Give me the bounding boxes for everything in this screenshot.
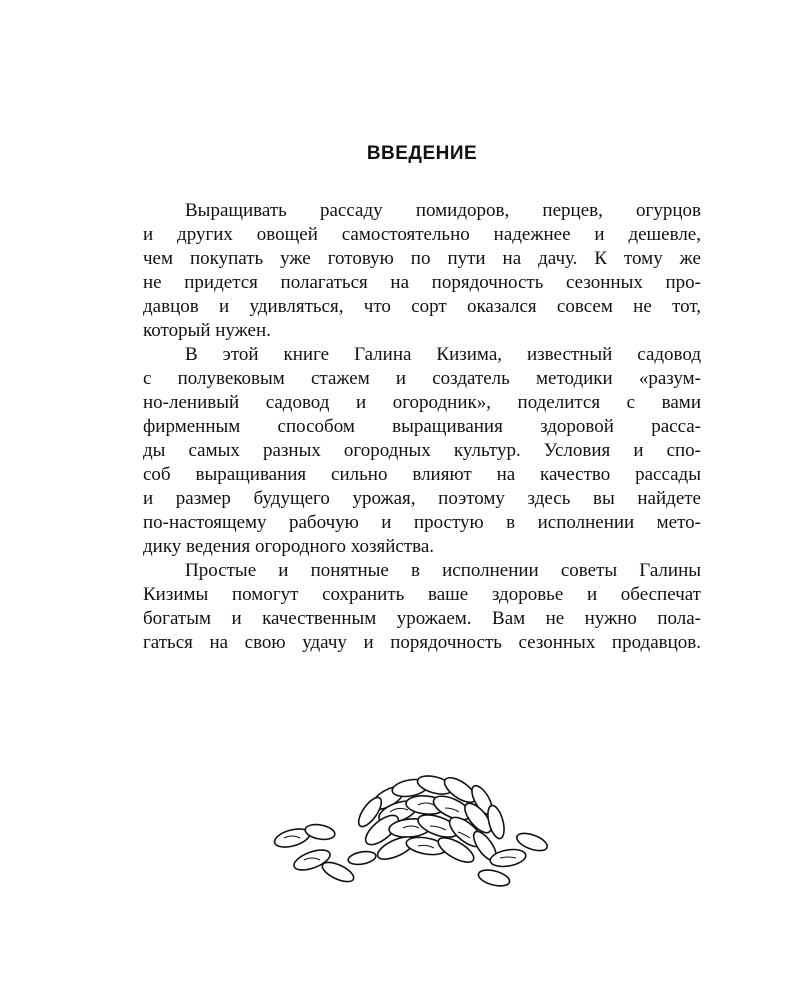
paragraph-3-line-1: Простые и понятные в исполнении советы Галины [185,560,701,581]
paragraph-2-line-9: дику ведения огородного хозяйства. [143,536,435,557]
paragraph-2-line-5: ды самых разных огородных культур. Условия и спо- [143,440,701,461]
seeds-pile-icon [270,760,560,900]
paragraph-2-line-2: с полувековым стажем и создатель методики «разум- [143,368,701,389]
paragraph-1-line-3: чем покупать уже готовую по пути на дачу. К тому же [143,248,701,269]
paragraph-1-line-2: и других овощей самостоятельно надежнее и дешевле, [143,224,701,245]
paragraph-1-line-4: не придется полагаться на порядочность сезонных про- [143,272,701,293]
paragraph-2-line-6: соб выращивания сильно влияют на качество рассады [143,464,701,485]
paragraph-1-line-6: который нужен. [143,320,271,341]
paragraph-3-line-4: гаться на свою удачу и порядочность сезонных продавцов. [143,632,701,653]
paragraph-2-line-4: фирменным способом выращивания здоровой расса- [143,416,701,437]
paragraph-3-line-3: богатым и качественным урожаем. Вам не нужно пола- [143,608,701,629]
paragraph-3-line-2: Кизимы помогут сохранить ваше здоровье и обеспечат [143,584,701,605]
paragraph-2-line-8: по-настоящему рабочую и простую в исполнении мето- [143,512,701,533]
body-text [143,199,701,655]
paragraph-1-line-5: давцов и удивляться, что сорт оказался совсем не тот, [143,296,701,317]
paragraph-2-line-1: В этой книге Галина Кизима, известный садовод [185,344,701,365]
paragraph-1-line-1: Выращивать рассаду помидоров, перцев, огурцов [185,200,701,221]
page-title: ВВЕДЕНИЕ [366,143,478,164]
paragraph-2-line-3: но-ленивый садовод и огородник», поделится с вами [143,392,701,413]
paragraph-2-line-7: и размер будущего урожая, поэтому здесь вы найдете [143,488,701,509]
